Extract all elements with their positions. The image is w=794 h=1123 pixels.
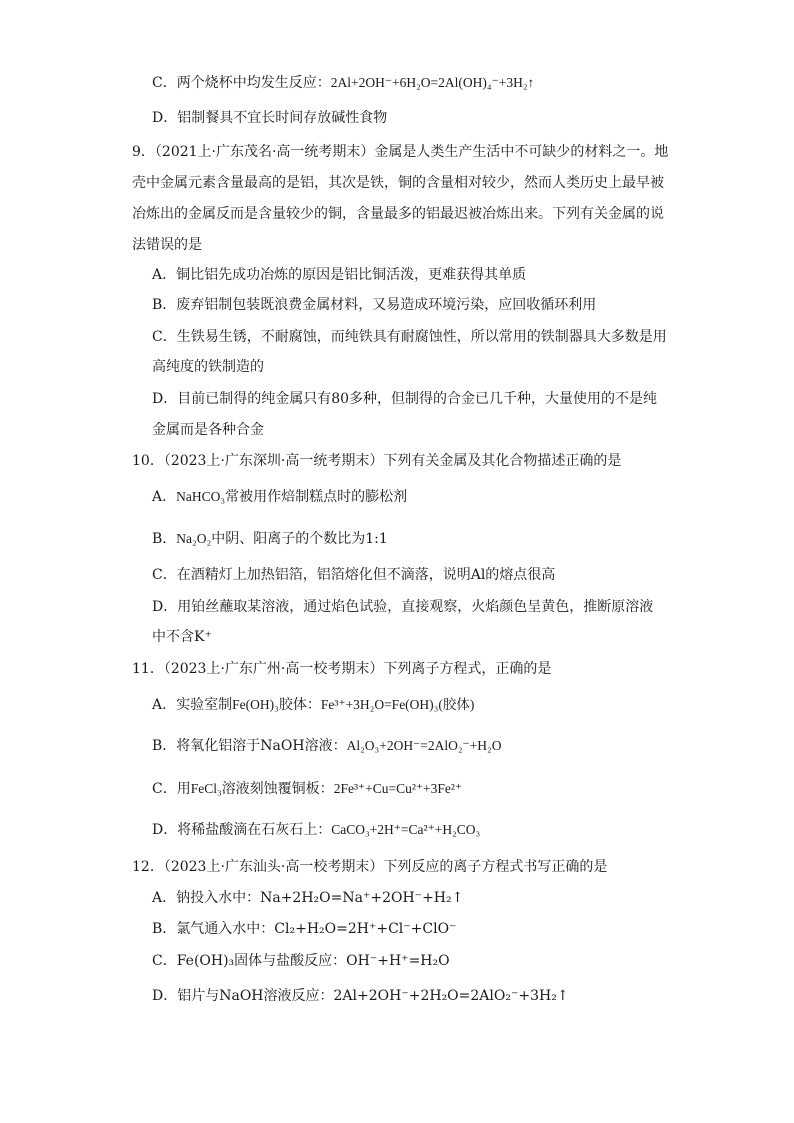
- q9-stem-line-1: 9．（2021上·广东茂名·高一统考期末）金属是人类生产生活中不可缺少的材料之一。地: [132, 144, 669, 160]
- q10-option-a-label: A．: [152, 489, 177, 505]
- q9-option-c-line-2: 高纯度的铁制造的: [152, 359, 264, 375]
- q11-option-d-equation: CaCO₃+2H⁺=Ca²⁺+H₂CO₃: [331, 822, 481, 837]
- q9-option-b: B．废弃铝制包装既浪费金属材料，又易造成环境污染，应回收循环利用: [152, 297, 597, 313]
- q11-option-a-text: A．实验室制: [152, 697, 233, 713]
- q12-option-d: D．铝片与NaOH溶液反应：2Al+2OH⁻+2H₂O=2AlO₂⁻+3H₂↑: [152, 988, 569, 1004]
- q12-option-b: B．氯气通入水中：Cl₂+H₂O=2H⁺+Cl⁻+ClO⁻: [152, 921, 457, 937]
- q10-option-a-text: 常被用作焙制糕点时的膨松剂: [225, 489, 408, 505]
- q9-stem-line-3: 冶炼出的金属反而是含量较少的铜，含量最多的铝最迟被冶炼出来。下列有关金属的说: [132, 206, 664, 222]
- q10-option-d-line-2: 中不含K⁺: [152, 629, 212, 645]
- q12-stem: 12．（2023上·广东汕头·高一校考期末）下列反应的离子方程式书写正确的是: [132, 859, 608, 875]
- q10-option-b-formula: Na₂O₂: [176, 531, 212, 546]
- q11-option-b: [152, 736, 502, 756]
- q11-option-a: [152, 695, 474, 715]
- q9-option-c-line-1: C．生铁易生锈，不耐腐蚀，而纯铁具有耐腐蚀性，所以常用的铁制器具大多数是用: [152, 329, 667, 345]
- q8-option-d: D．铝制餐具不宜长时间存放碱性食物: [152, 110, 388, 126]
- q9-option-d-line-2: 金属而是各种合金: [152, 422, 264, 438]
- q11-option-d-text: D．将稀盐酸滴在石灰石上：: [152, 822, 332, 838]
- q11-option-b-equation: Al₂O₃+2OH⁻=2AlO₂⁻+H₂O: [346, 738, 502, 753]
- q10-stem: 10．（2023上·广东深圳·高一统考期末）下列有关金属及其化合物描述正确的是: [132, 453, 622, 469]
- q10-option-b-text: 中阴、阳离子的个数比为1:1: [211, 531, 388, 547]
- q8-option-c-equation: 2Al+2OH⁻+6H₂O=2Al(OH)₄⁻+3H₂↑: [330, 75, 535, 90]
- q11-option-b-text: B．将氧化铝溶于NaOH溶液：: [152, 738, 347, 754]
- q9-stem-line-2: 壳中金属元素含量最高的是铝，其次是铁，铜的含量相对较少，然而人类历史上最早被: [132, 175, 664, 191]
- q9-option-a: A．铜比铝先成功冶炼的原因是铝比铜活泼，更难获得其单质: [152, 267, 527, 283]
- q11-option-d: [152, 820, 480, 840]
- q10-option-a: [152, 487, 407, 507]
- q10-option-b: [152, 529, 388, 549]
- q11-option-a-mid: 胶体：: [278, 697, 321, 713]
- q11-option-a-equation: Fe³⁺+3H₂O=Fe(OH)₃(胶体): [320, 697, 475, 712]
- q12-option-c: C．Fe(OH)₃固体与盐酸反应：OH⁻+H⁺=H₂O: [152, 953, 450, 969]
- q9-option-d-line-1: D．目前已制得的纯金属只有80多种，但制得的合金已几千种，大量使用的不是纯: [152, 391, 658, 407]
- q10-option-d-line-1: D．用铂丝蘸取某溶液，通过焰色试验，直接观察，火焰颜色呈黄色，推断原溶液: [152, 599, 654, 615]
- q8-option-c-text: C．两个烧杯中均发生反应：: [152, 75, 331, 91]
- q11-option-c-equation: 2Fe³⁺+Cu=Cu²⁺+3Fe²⁺: [333, 781, 463, 796]
- q11-option-a-formula: Fe(OH)₃: [232, 697, 279, 712]
- q12-option-a: A．钠投入水中：Na+2H₂O=Na⁺+2OH⁻+H₂↑: [152, 890, 464, 906]
- q9-stem-line-4: 法错误的是: [132, 237, 202, 253]
- q10-option-b-label: B．: [152, 531, 177, 547]
- q10-option-c: C．在酒精灯上加热铝箔，铝箔熔化但不滴落，说明Al的熔点很高: [152, 567, 556, 583]
- q10-option-a-formula: NaHCO₃: [176, 489, 226, 504]
- q11-option-c-mid: 溶液刻蚀覆铜板：: [221, 781, 334, 797]
- q11-option-c-formula: FeCl₃: [190, 781, 222, 796]
- q11-option-c: [152, 779, 462, 799]
- q11-stem: 11．（2023上·广东广州·高一校考期末）下列离子方程式，正确的是: [132, 661, 552, 677]
- q11-option-c-text: C．用: [152, 781, 191, 797]
- q8-option-c: [152, 73, 534, 93]
